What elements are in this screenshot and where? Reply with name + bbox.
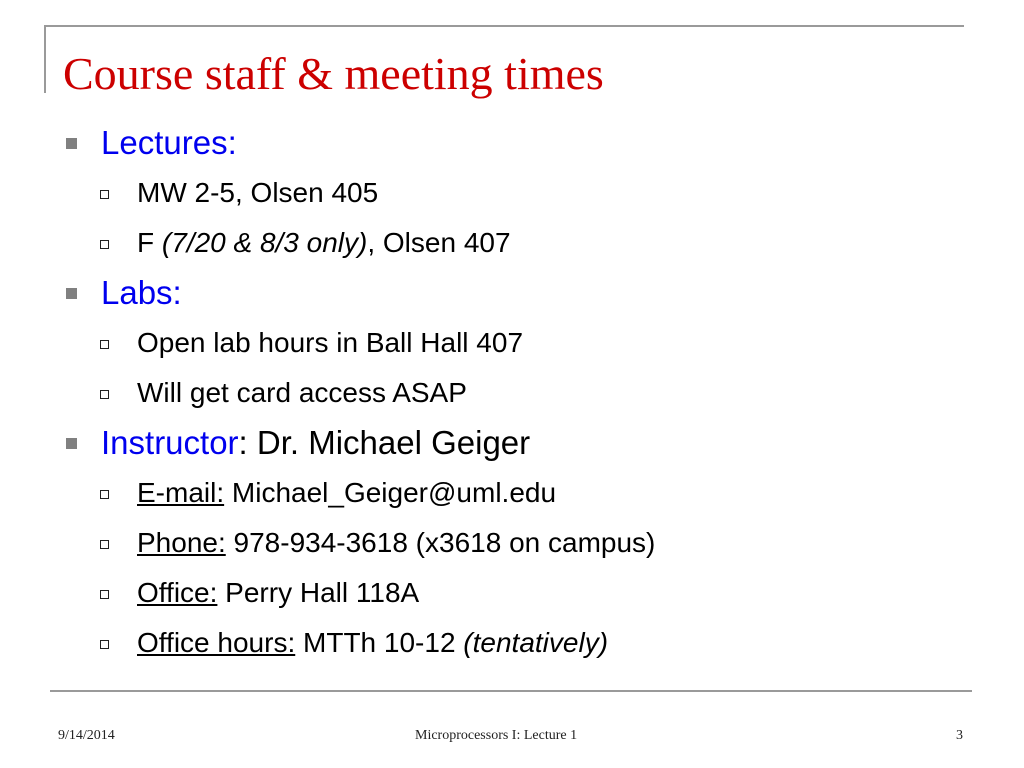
sub-bullet-lecture-mw: [60, 168, 990, 218]
lab-hours-text: Open lab hours in Ball Hall 407: [137, 327, 524, 358]
hollow-square-bullet-icon: [100, 540, 109, 549]
slide-title: Course staff & meeting times: [63, 48, 604, 99]
bullet-instructor: [60, 418, 990, 468]
square-bullet-icon: [66, 138, 77, 149]
lecture-f-dates: (7/20 & 8/3 only): [161, 227, 368, 258]
bullet-list: [60, 118, 990, 668]
square-bullet-icon: [66, 438, 77, 449]
phone-label: Phone:: [137, 527, 226, 558]
hollow-square-bullet-icon: [100, 240, 109, 249]
card-access-text: Will get card access ASAP: [137, 377, 467, 408]
hollow-square-bullet-icon: [100, 640, 109, 649]
lecture-mw-text: MW 2-5, Olsen 405: [137, 177, 379, 208]
instructor-name: : Dr. Michael Geiger: [238, 424, 531, 461]
office-value: Perry Hall 118A: [217, 577, 420, 608]
sub-bullet-email: [60, 468, 990, 518]
hollow-square-bullet-icon: [100, 590, 109, 599]
bullet-labs: [60, 268, 990, 318]
email-label: E-mail:: [137, 477, 225, 508]
lecture-f-prefix: F: [137, 227, 162, 258]
instructor-heading: Instructor: [101, 424, 239, 461]
office-hours-label: Office hours:: [137, 627, 296, 658]
lecture-f-text: [137, 218, 511, 268]
sub-bullet-phone: [60, 518, 990, 568]
email-value[interactable]: Michael_Geiger@uml.edu: [224, 477, 557, 508]
office-hours-note: (tentatively): [463, 627, 609, 658]
hollow-square-bullet-icon: [100, 340, 109, 349]
footer-divider: [50, 690, 972, 692]
email-line: [137, 468, 556, 518]
footer-page-number: 3: [956, 728, 963, 743]
office-hours-value: MTTh 10-12: [295, 627, 464, 658]
sub-bullet-card-access: [60, 368, 990, 418]
phone-line: [137, 518, 655, 568]
sub-bullet-lecture-f: [60, 218, 990, 268]
office-hours-line: [137, 618, 608, 668]
hollow-square-bullet-icon: [100, 190, 109, 199]
frame-top-line: [44, 25, 964, 27]
labs-heading: Labs:: [101, 274, 182, 311]
lectures-heading: Lectures:: [101, 124, 237, 161]
sub-bullet-lab-hours: [60, 318, 990, 368]
hollow-square-bullet-icon: [100, 390, 109, 399]
lecture-f-room: , Olsen 407: [367, 227, 511, 258]
office-label: Office:: [137, 577, 218, 608]
sub-bullet-office: [60, 568, 990, 618]
instructor-line: [101, 418, 530, 468]
office-line: [137, 568, 419, 618]
footer-date: 9/14/2014: [58, 728, 115, 743]
frame-left-line: [44, 25, 46, 93]
sub-bullet-office-hours: [60, 618, 990, 668]
bullet-lectures: [60, 118, 990, 168]
footer-course: Microprocessors I: Lecture 1: [415, 728, 578, 743]
square-bullet-icon: [66, 288, 77, 299]
phone-value: 978-934-3618 (x3618 on campus): [225, 527, 656, 558]
hollow-square-bullet-icon: [100, 490, 109, 499]
